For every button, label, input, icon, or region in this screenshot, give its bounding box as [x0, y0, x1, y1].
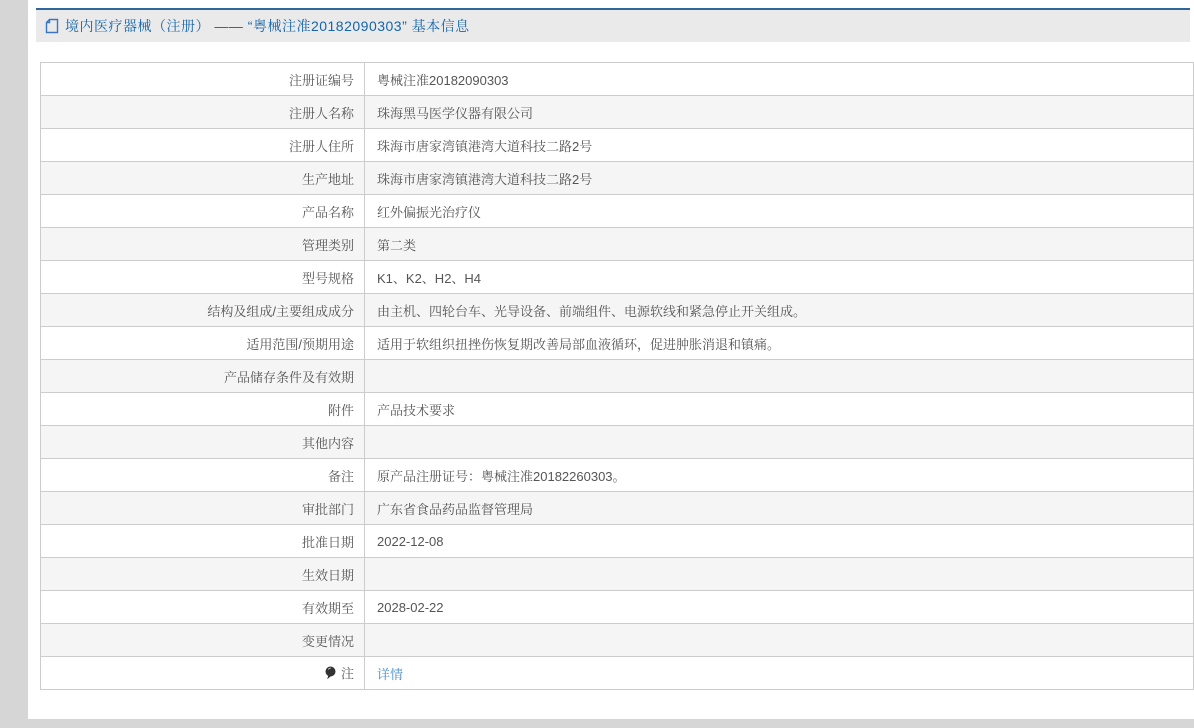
- row-label: 产品储存条件及有效期: [223, 369, 354, 385]
- page-header: [36, 8, 1190, 42]
- row-value-cell: 珠海市唐家湾镇港湾大道科技二路2号: [365, 129, 1194, 162]
- row-value-cell: [365, 657, 1194, 690]
- table-row: [41, 525, 1194, 558]
- table-row: [41, 624, 1194, 657]
- table-row: [41, 591, 1194, 624]
- row-label-cell: [41, 195, 365, 228]
- row-value-cell: [365, 360, 1194, 393]
- row-value-cell: 红外偏振光治疗仪: [365, 195, 1194, 228]
- row-value-cell: K1、K2、H2、H4: [365, 261, 1194, 294]
- content-panel: [28, 0, 1194, 719]
- row-label-cell: [41, 228, 365, 261]
- document-icon: [45, 18, 59, 34]
- row-label-cell: [41, 558, 365, 591]
- table-row: [41, 294, 1194, 327]
- row-label: 备注: [327, 468, 354, 484]
- row-value-cell: 珠海黑马医学仪器有限公司: [365, 96, 1194, 129]
- table-row: [41, 261, 1194, 294]
- page-title: 境内医疗器械（注册） —— “粤械注准20182090303” 基本信息: [65, 18, 470, 34]
- row-label: 附件: [327, 402, 354, 418]
- row-label-cell: [41, 525, 365, 558]
- row-value-cell: 珠海市唐家湾镇港湾大道科技二路2号: [365, 162, 1194, 195]
- table-row: [41, 426, 1194, 459]
- row-label-cell: [41, 327, 365, 360]
- row-label: 注册人名称: [288, 105, 354, 121]
- row-value-cell: [365, 624, 1194, 657]
- table-row: [41, 558, 1194, 591]
- row-label-cell: [41, 63, 365, 96]
- row-label-cell: [41, 459, 365, 492]
- table-row: [41, 162, 1194, 195]
- row-label: 管理类别: [301, 237, 354, 253]
- table-row: [41, 129, 1194, 162]
- row-label-cell: [41, 96, 365, 129]
- row-label: 变更情况: [301, 633, 354, 649]
- row-label: 注: [325, 663, 354, 682]
- row-label: 生效日期: [301, 567, 354, 583]
- note-balloon-icon: [325, 666, 336, 680]
- table-row: [41, 327, 1194, 360]
- row-label: 型号规格: [301, 270, 354, 286]
- registration-info-rows: [41, 63, 1194, 690]
- row-value-cell: 由主机、四轮台车、光导设备、前端组件、电源软线和紧急停止开关组成。: [365, 294, 1194, 327]
- row-label: 有效期至: [301, 600, 354, 616]
- row-label-cell: [41, 426, 365, 459]
- row-label: 注册人住所: [288, 138, 354, 154]
- row-label-cell: [41, 393, 365, 426]
- row-value-cell: 原产品注册证号：粤械注准20182260303。: [365, 459, 1194, 492]
- row-value-cell: [365, 558, 1194, 591]
- row-label: 批准日期: [301, 534, 354, 550]
- row-label: 产品名称: [301, 204, 354, 220]
- table-row: [41, 459, 1194, 492]
- row-label: 注册证编号: [288, 72, 354, 88]
- row-label-cell: [41, 657, 365, 690]
- table-row: [41, 96, 1194, 129]
- row-value-cell: [365, 426, 1194, 459]
- row-value-cell: 粤械注准20182090303: [365, 63, 1194, 96]
- row-value-cell: 适用于软组织扭挫伤恢复期改善局部血液循环，促进肿胀消退和镇痛。: [365, 327, 1194, 360]
- row-label-cell: [41, 129, 365, 162]
- row-value-cell: 广东省食品药品监督管理局: [365, 492, 1194, 525]
- row-label-cell: [41, 591, 365, 624]
- row-value-cell: 2022-12-08: [365, 525, 1194, 558]
- table-row: [41, 360, 1194, 393]
- row-label: 适用范围/预期用途: [246, 336, 354, 352]
- row-label-cell: [41, 162, 365, 195]
- table-row: [41, 63, 1194, 96]
- row-label-cell: [41, 492, 365, 525]
- table-row: [41, 228, 1194, 261]
- row-value-cell: 2028-02-22: [365, 591, 1194, 624]
- table-row: [41, 657, 1194, 690]
- row-label-cell: [41, 294, 365, 327]
- row-label-cell: [41, 261, 365, 294]
- row-label: 审批部门: [301, 501, 354, 517]
- table-row: [41, 393, 1194, 426]
- row-label: 其他内容: [301, 435, 354, 451]
- row-label: 生产地址: [301, 171, 354, 187]
- table-row: [41, 195, 1194, 228]
- row-label: 结构及组成/主要组成成分: [207, 303, 354, 319]
- table-row: [41, 492, 1194, 525]
- row-label-cell: [41, 360, 365, 393]
- detail-link[interactable]: 详情: [377, 666, 404, 682]
- row-label-cell: [41, 624, 365, 657]
- row-value-cell: 产品技术要求: [365, 393, 1194, 426]
- row-value-cell: 第二类: [365, 228, 1194, 261]
- registration-info-table: [40, 62, 1194, 690]
